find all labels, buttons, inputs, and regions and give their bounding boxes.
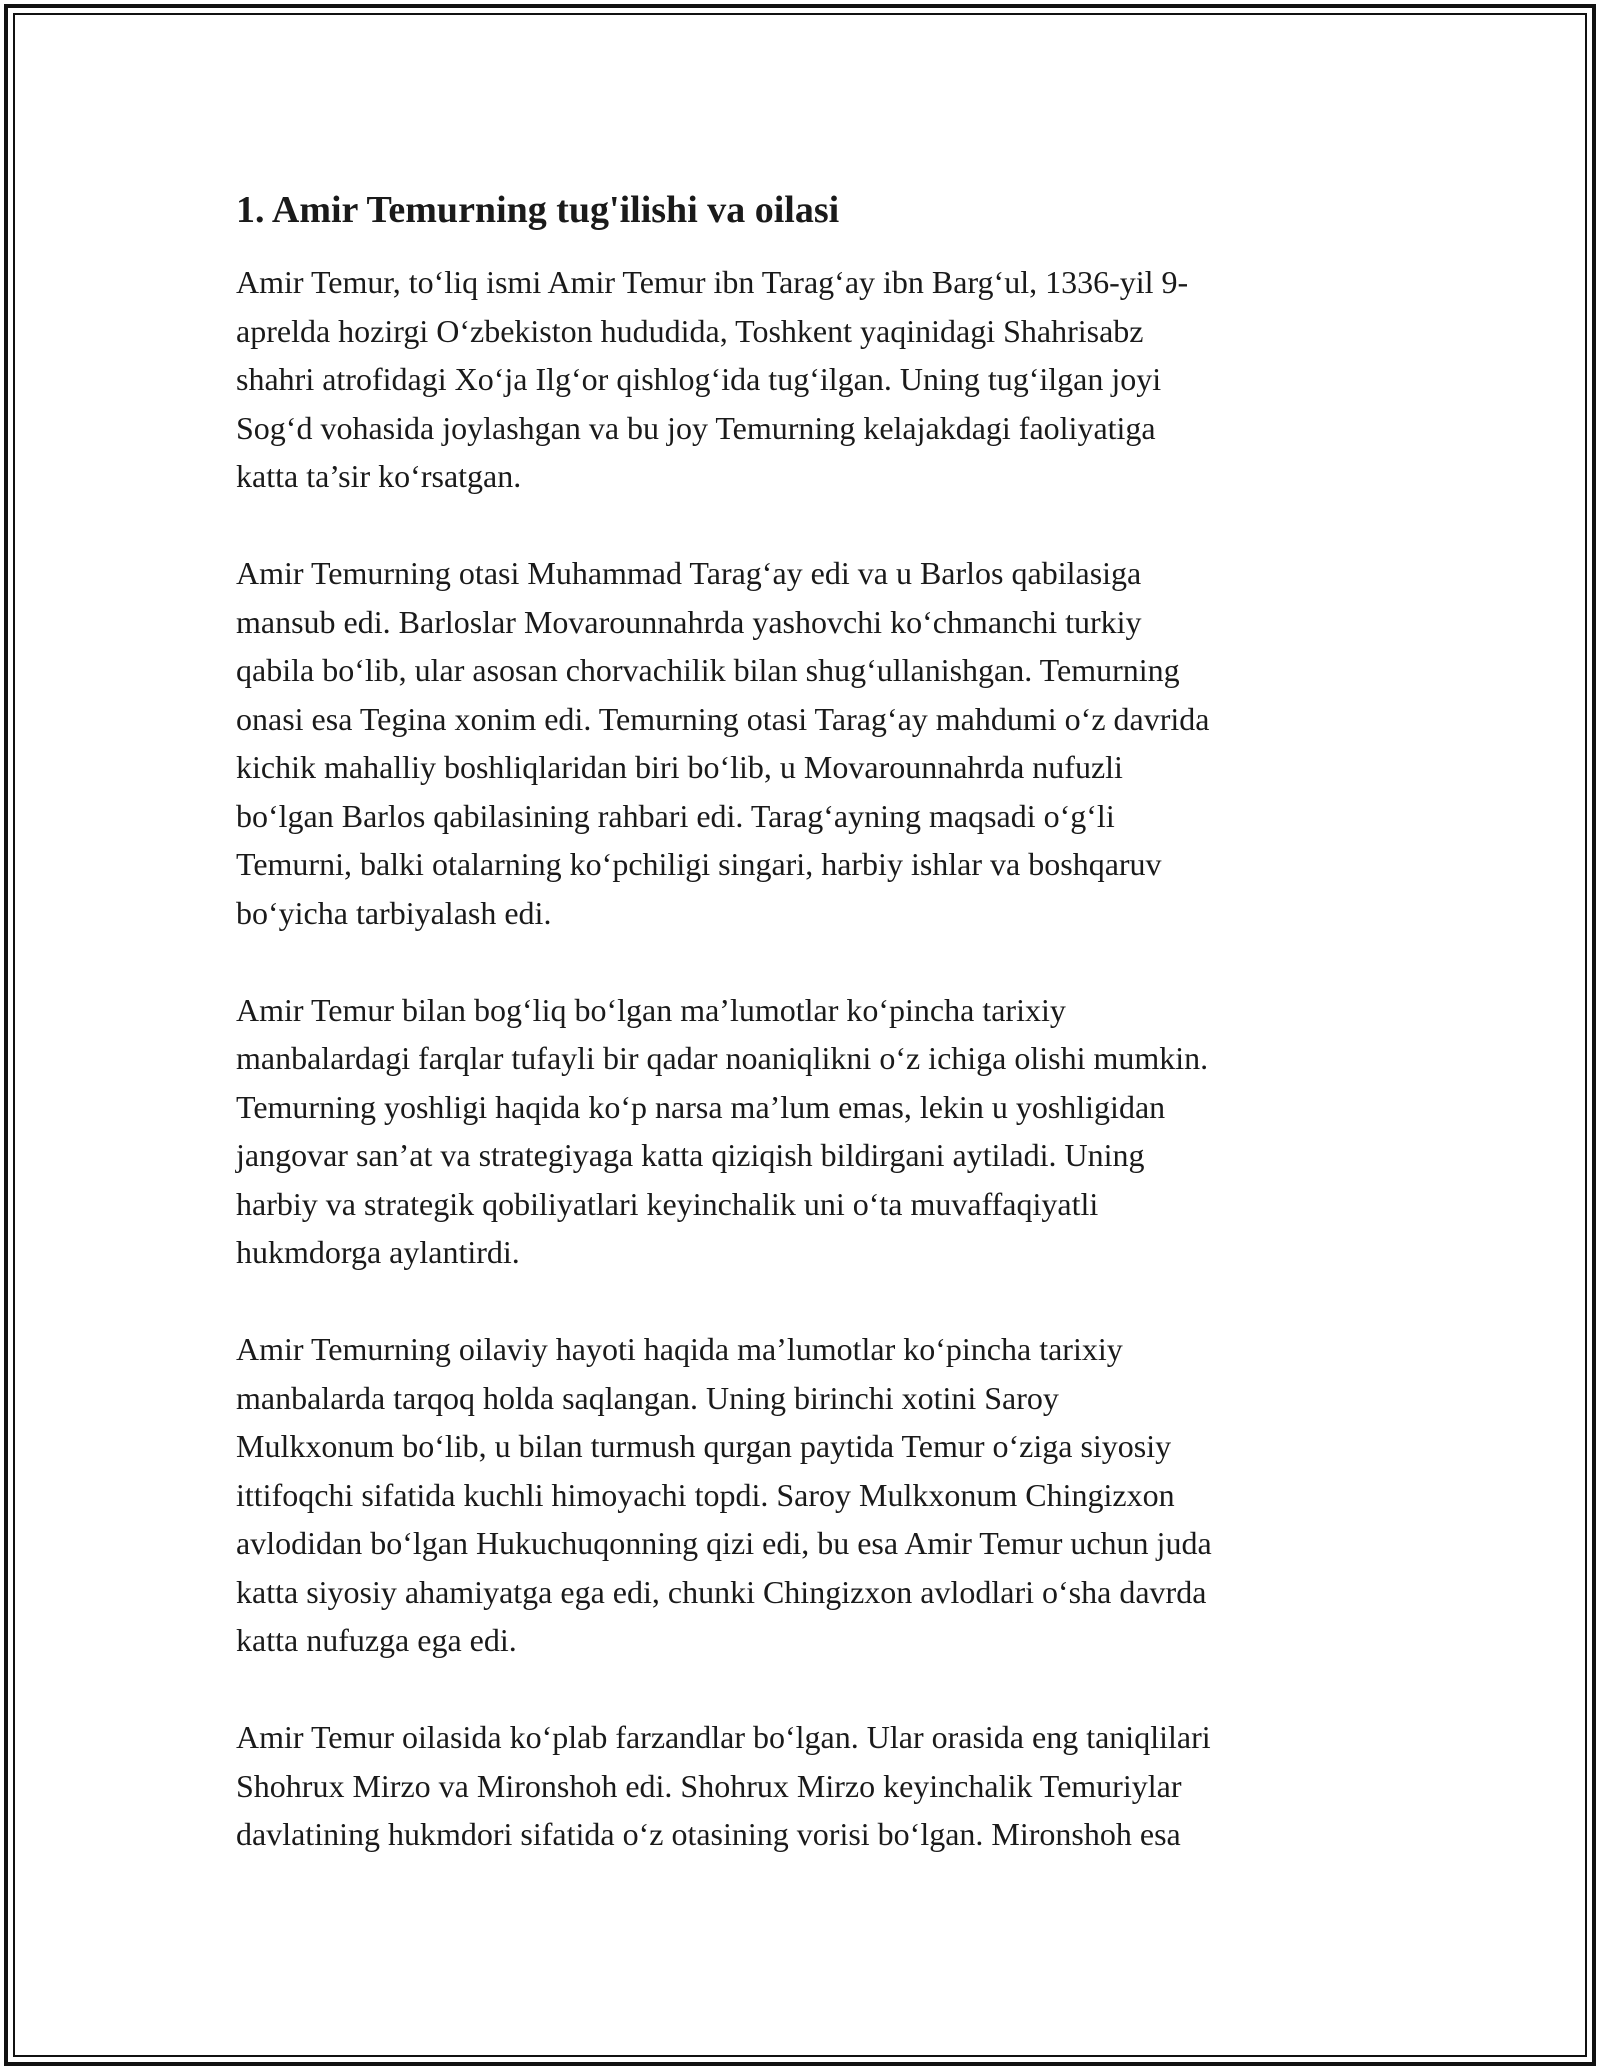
- paragraph-children: [236, 1713, 1386, 1859]
- text-line: Amir Temur bilan bog‘liq bo‘lgan ma’lumotlar ko‘pincha tarixiy: [236, 991, 1066, 1028]
- text-line: katta ta’sir ko‘rsatgan.: [236, 458, 522, 494]
- text-line: onasi esa Tegina xonim edi. Temurning otasi Tarag‘ay mahdumi o‘z davrida: [236, 700, 1210, 737]
- text-line: avlodidan bo‘lgan Hukuchuqonning qizi edi, bu esa Amir Temur uchun juda: [236, 1525, 1212, 1561]
- text-line: katta siyosiy ahamiyatga ega edi, chunki Chingizxon avlodlari o‘sha davrda: [236, 1573, 1207, 1610]
- paragraph-birth: [236, 258, 1386, 501]
- text-line: manbalardagi farqlar tufayli bir qadar noaniqlikni o‘z ichiga olishi mumkin.: [236, 1040, 1209, 1076]
- text-line: hukmdorga aylantirdi.: [236, 1234, 520, 1270]
- text-line: qabila bo‘lib, ular asosan chorvachilik bilan shug‘ullanishgan. Temurning: [236, 652, 1180, 688]
- text-line: manbalarda tarqoq holda saqlangan. Uning birinchi xotini Saroy: [236, 1379, 1059, 1416]
- text-line: Temurni, balki otalarning ko‘pchiligi singari, harbiy ishlar va boshqaruv: [236, 846, 1162, 882]
- text-line: Shohrux Mirzo va Mironshoh edi. Shohrux Mirzo keyinchalik Temuriylar: [236, 1767, 1182, 1804]
- document-body: [236, 186, 1386, 1907]
- text-line: harbiy va strategik qobiliyatlari keyinchalik uni o‘ta muvaffaqiyatli: [236, 1185, 1099, 1222]
- section-title: 1. Amir Temurning tug'ilishi va oilasi: [236, 189, 840, 231]
- text-line: Amir Temur, to‘liq ismi Amir Temur ibn Tarag‘ay ibn Barg‘ul, 1336-yil 9-: [236, 264, 1189, 300]
- text-line: Amir Temur oilasida ko‘plab farzandlar bo‘lgan. Ular orasida eng taniqlilari: [236, 1719, 1211, 1755]
- paragraph-youth: [236, 986, 1386, 1277]
- text-line: bo‘lgan Barlos qabilasining rahbari edi. Tarag‘ayning maqsadi o‘g‘li: [236, 797, 1115, 834]
- text-line: aprelda hozirgi O‘zbekiston hududida, Toshkent yaqinidagi Shahrisabz: [236, 312, 1144, 349]
- text-line: Sog‘d vohasida joylashgan va bu joy Temurning kelajakdagi faoliyatiga: [236, 409, 1156, 446]
- paragraph-family-life: [236, 1325, 1386, 1665]
- paragraph-parents: [236, 549, 1386, 937]
- text-line: Mulkxonum bo‘lib, u bilan turmush qurgan paytida Temur o‘ziga siyosiy: [236, 1428, 1172, 1464]
- text-line: mansub edi. Barloslar Movarounnahrda yashovchi ko‘chmanchi turkiy: [236, 603, 1142, 640]
- text-line: ittifoqchi sifatida kuchli himoyachi topdi. Saroy Mulkxonum Chingizxon: [236, 1476, 1175, 1513]
- text-line: kichik mahalliy boshliqlaridan biri bo‘lib, u Movarounnahrda nufuzli: [236, 749, 1123, 785]
- text-line: jangovar san’at va strategiyaga katta qiziqish bildirgani aytiladi. Uning: [236, 1137, 1145, 1173]
- text-line: Amir Temurning otasi Muhammad Tarag‘ay edi va u Barlos qabilasiga: [236, 555, 1142, 591]
- text-line: Temurning yoshligi haqida ko‘p narsa ma’lum emas, lekin u yoshligidan: [236, 1088, 1166, 1125]
- text-line: shahri atrofidagi Xo‘ja Ilg‘or qishlog‘ida tug‘ilgan. Uning tug‘ilgan joyi: [236, 361, 1162, 397]
- text-line: katta nufuzga ega edi.: [236, 1622, 517, 1658]
- text-line: bo‘yicha tarbiyalash edi.: [236, 894, 552, 931]
- text-line: Amir Temurning oilaviy hayoti haqida ma’lumotlar ko‘pincha tarixiy: [236, 1331, 1123, 1367]
- text-line: davlatining hukmdori sifatida o‘z otasining vorisi bo‘lgan. Mironshoh esa: [236, 1816, 1181, 1852]
